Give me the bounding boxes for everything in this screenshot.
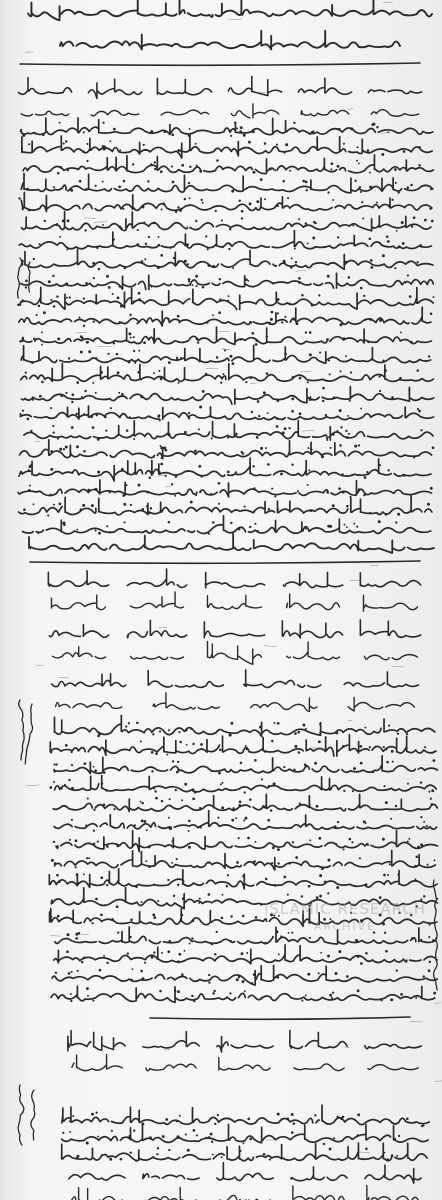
margin-note-2b	[25, 704, 32, 764]
body-1-line-19	[18, 480, 431, 497]
witnesses-2c-sig-1-b	[251, 698, 317, 711]
witnesses-2b-sig-1-a	[282, 621, 342, 638]
witnesses-4-sig-4-b	[72, 1188, 122, 1200]
witnesses-2-sig-4-a	[45, 571, 108, 587]
witnesses-2-sig-2-b	[207, 595, 261, 609]
body-1-dots-6	[44, 216, 434, 231]
witnesses-2c-sig-3-b	[56, 703, 122, 709]
body-3-line-4	[53, 794, 437, 811]
witnesses-2-sig-3-a	[127, 569, 186, 587]
body-1-line-14	[21, 387, 433, 405]
closing-line-2	[62, 1143, 428, 1161]
body-1-line-0	[21, 118, 433, 135]
witnesses-2c-sig-2-a	[148, 671, 223, 688]
witnesses-2-sig-0-b	[363, 595, 417, 611]
witnesses-2-sig-1-b	[286, 594, 339, 610]
body-1-dots-5	[18, 197, 431, 213]
paper-speck	[26, 785, 39, 786]
witnesses-3-sig-3-a	[143, 1032, 199, 1048]
paper-speck	[84, 218, 96, 219]
body-1-line-12	[21, 345, 430, 363]
witnesses-1-sig-0-a	[368, 90, 421, 94]
watermark-subtext: ARCHIVE	[313, 920, 377, 933]
witnesses-4-sig-3-b	[146, 1187, 196, 1200]
witnesses-3-sig-4-a	[68, 1031, 125, 1051]
margin-note-2	[19, 700, 24, 760]
watermark-text: ISLAMIC RESEARCH	[263, 900, 427, 918]
paper-speck	[296, 270, 306, 271]
witnesses-2-sig-2-a	[205, 572, 264, 587]
body-3-line-12	[54, 945, 437, 964]
witnesses-3-sig-4-b	[72, 1055, 122, 1071]
witnesses-3-sig-2-a	[217, 1037, 273, 1053]
witnesses-3-sig-1-a	[290, 1030, 347, 1048]
paper-speck	[50, 936, 59, 937]
witnesses-4-sig-1-a	[291, 1167, 347, 1181]
body-1-line-4	[21, 192, 432, 211]
witnesses-3-sig-0-a	[362, 1044, 421, 1049]
witnesses-2-sig-4-b	[51, 595, 105, 610]
witnesses-4-sig-1-b	[293, 1186, 344, 1200]
body-1-line-2	[23, 155, 433, 174]
body-3-dots-3	[53, 759, 435, 775]
paper-speck	[165, 1049, 170, 1050]
body-3-dots-6	[71, 816, 428, 832]
paper-speck	[392, 666, 403, 667]
witnesses-2-sig-0-a	[360, 573, 420, 587]
witnesses-3-sig-0-b	[368, 1065, 418, 1070]
paper-speck	[300, 371, 311, 372]
witnesses-2c-sig-0-b	[348, 697, 414, 711]
body-3-line-7	[55, 850, 436, 870]
paper-speck	[359, 1152, 369, 1153]
paper-speck	[383, 2, 392, 3]
body-3-line-1	[50, 735, 436, 756]
paper-speck	[36, 665, 44, 666]
body-3-line-0	[54, 715, 434, 736]
body-3-dots-4	[49, 778, 434, 793]
body-1-dots-16	[22, 406, 421, 422]
witnesses-2b-sig-1-b	[283, 642, 339, 660]
header2-line-1	[26, 534, 434, 553]
header-line-1	[25, 0, 432, 20]
paper-speck	[436, 1003, 441, 1004]
body-3-line-13	[52, 965, 437, 985]
body-3-line-5	[54, 811, 437, 830]
witnesses-2c-sig-0-a	[344, 672, 418, 687]
paper-speck	[59, 677, 68, 678]
witnesses-2b-sig-2-b	[207, 642, 261, 665]
body-1-line-18	[20, 458, 431, 481]
margin-note-1	[18, 258, 22, 298]
body-1-dots-10	[17, 292, 434, 308]
body-1-line-20	[16, 496, 432, 515]
witnesses-3-sig-2-b	[219, 1058, 270, 1071]
witnesses-4-sig-0-b	[367, 1186, 418, 1200]
witnesses-1-sig-4-b	[88, 111, 139, 116]
witnesses-4-sig-3-a	[143, 1174, 199, 1180]
body-1-dots-13	[31, 349, 430, 365]
margin-note-3b	[31, 1090, 35, 1140]
body-1-line-17	[20, 440, 432, 459]
paper-speck	[76, 332, 86, 333]
witnesses-2b-sig-4-b	[52, 647, 105, 659]
body-3-dots-15	[70, 987, 436, 1002]
witnesses-1-sig-5-b	[21, 111, 69, 116]
paper-speck	[94, 222, 107, 223]
witnesses-1-sig-2-b	[231, 104, 279, 118]
body-3-line-2	[54, 756, 437, 774]
header-line-2	[60, 31, 400, 50]
witnesses-1-sig-4-a	[88, 79, 141, 98]
witnesses-1-sig-1-a	[298, 78, 351, 94]
body-1-line-9	[17, 287, 433, 309]
witnesses-2b-sig-2-a	[201, 622, 264, 638]
closing-dots-3	[76, 1147, 399, 1162]
body-1-line-5	[19, 212, 431, 231]
body-1-line-1	[19, 135, 432, 158]
body-1-line-10	[19, 307, 431, 326]
witnesses-4-sig-2-a	[214, 1163, 273, 1181]
margin-note-3	[18, 1085, 24, 1145]
body-1-line-3	[21, 173, 433, 192]
paper-speck	[264, 646, 276, 647]
divider-1	[20, 63, 420, 65]
witnesses-2c-sig-3-a	[52, 674, 126, 687]
divider-3	[150, 1017, 410, 1019]
paper-speck	[250, 383, 256, 384]
witnesses-1-sig-0-b	[371, 110, 419, 117]
witnesses-2b-sig-3-a	[127, 620, 186, 638]
witnesses-2b-sig-0-b	[364, 655, 417, 660]
body-1-line-21	[22, 516, 430, 534]
body-1-line-8	[21, 273, 434, 289]
witnesses-4-sig-0-a	[365, 1165, 421, 1183]
witnesses-4-sig-4-a	[66, 1174, 125, 1180]
witnesses-3-sig-1-b	[294, 1064, 344, 1071]
body-3-line-3	[55, 775, 437, 791]
paper-speck	[166, 486, 172, 487]
paper-speck	[302, 430, 314, 431]
body-1-line-13	[18, 364, 434, 382]
body-1-line-11	[22, 327, 431, 344]
witnesses-2-sig-1-a	[283, 572, 342, 587]
body-3-line-14	[51, 986, 435, 1002]
body-1-line-15	[20, 406, 433, 420]
divider-2	[30, 561, 420, 563]
body-1-dots-9	[25, 274, 409, 289]
witnesses-2b-sig-0-a	[357, 620, 420, 638]
witnesses-3-sig-3-b	[146, 1064, 196, 1071]
paper-speck	[229, 19, 242, 20]
closing-line-0	[62, 1105, 429, 1125]
closing-line-1	[62, 1124, 428, 1142]
paper-speck	[382, 133, 390, 134]
witnesses-1-sig-3-b	[161, 110, 209, 115]
witnesses-1-sig-1-b	[301, 110, 349, 115]
paper-speck	[345, 1047, 350, 1048]
witnesses-1-sig-5-a	[18, 78, 71, 95]
witnesses-2c-sig-2-b	[153, 693, 219, 710]
watermark	[250, 900, 440, 936]
body-1-dots-20	[28, 482, 433, 498]
witnesses-2b-sig-3-b	[130, 656, 183, 659]
witnesses-1-sig-3-a	[157, 79, 211, 95]
witnesses-2c-sig-1-a	[244, 670, 321, 688]
witnesses-2-sig-3-b	[127, 592, 183, 608]
witnesses-2b-sig-4-a	[49, 625, 108, 638]
witnesses-4-sig-2-b	[220, 1195, 270, 1200]
body-3-line-6	[53, 831, 438, 852]
witnesses-1-sig-2-a	[225, 76, 281, 95]
